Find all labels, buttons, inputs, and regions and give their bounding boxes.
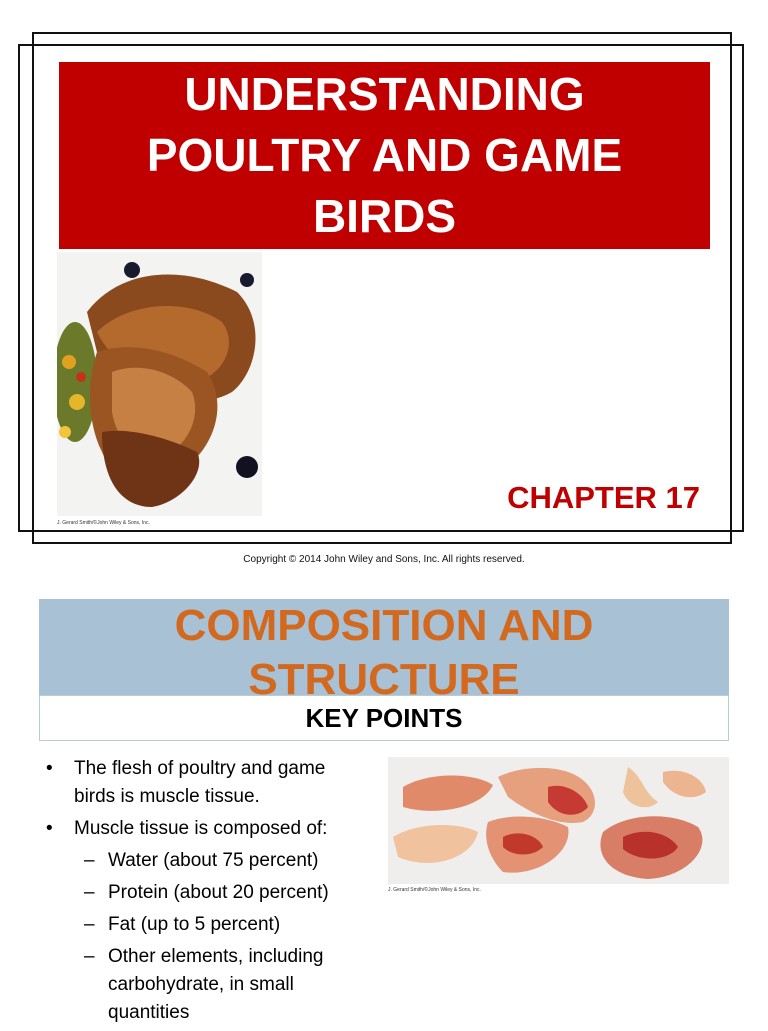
copyright-notice: Copyright © 2014 John Wiley and Sons, Inc. All rights reserved. — [243, 554, 525, 565]
roasted-quail-photo — [57, 252, 262, 516]
sub-bullet-item: – Other elements, including carbohydrate, in small quantities — [40, 943, 370, 1027]
slide2-title-banner — [39, 599, 729, 695]
poultry-cuts-photo — [388, 757, 729, 884]
bullet-item: • The flesh of poultry and game birds is muscle tissue. — [40, 755, 370, 811]
slide1-title: UNDERSTANDING POULTRY AND GAME BIRDS — [146, 68, 623, 242]
bullet-list — [40, 755, 370, 1031]
slide2-photo-credit: J. Gerard Smith/©John Wiley & Sons, Inc. — [388, 887, 481, 893]
slide1-photo-credit: J. Gerard Smith/©John Wiley & Sons, Inc. — [57, 520, 150, 526]
chapter-label: CHAPTER 17 — [507, 480, 700, 515]
slide2-title: COMPOSITION AND STRUCTURE — [174, 601, 594, 695]
sub-bullet-item: – Protein (about 20 percent) — [40, 879, 370, 907]
sub-bullet-item: – Fat (up to 5 percent) — [40, 911, 370, 939]
sub-bullet-item: – Water (about 75 percent) — [40, 847, 370, 875]
bullet-item: • Muscle tissue is composed of: — [40, 815, 370, 843]
key-points-heading: KEY POINTS — [39, 695, 729, 741]
slide1-title-banner — [59, 62, 710, 249]
